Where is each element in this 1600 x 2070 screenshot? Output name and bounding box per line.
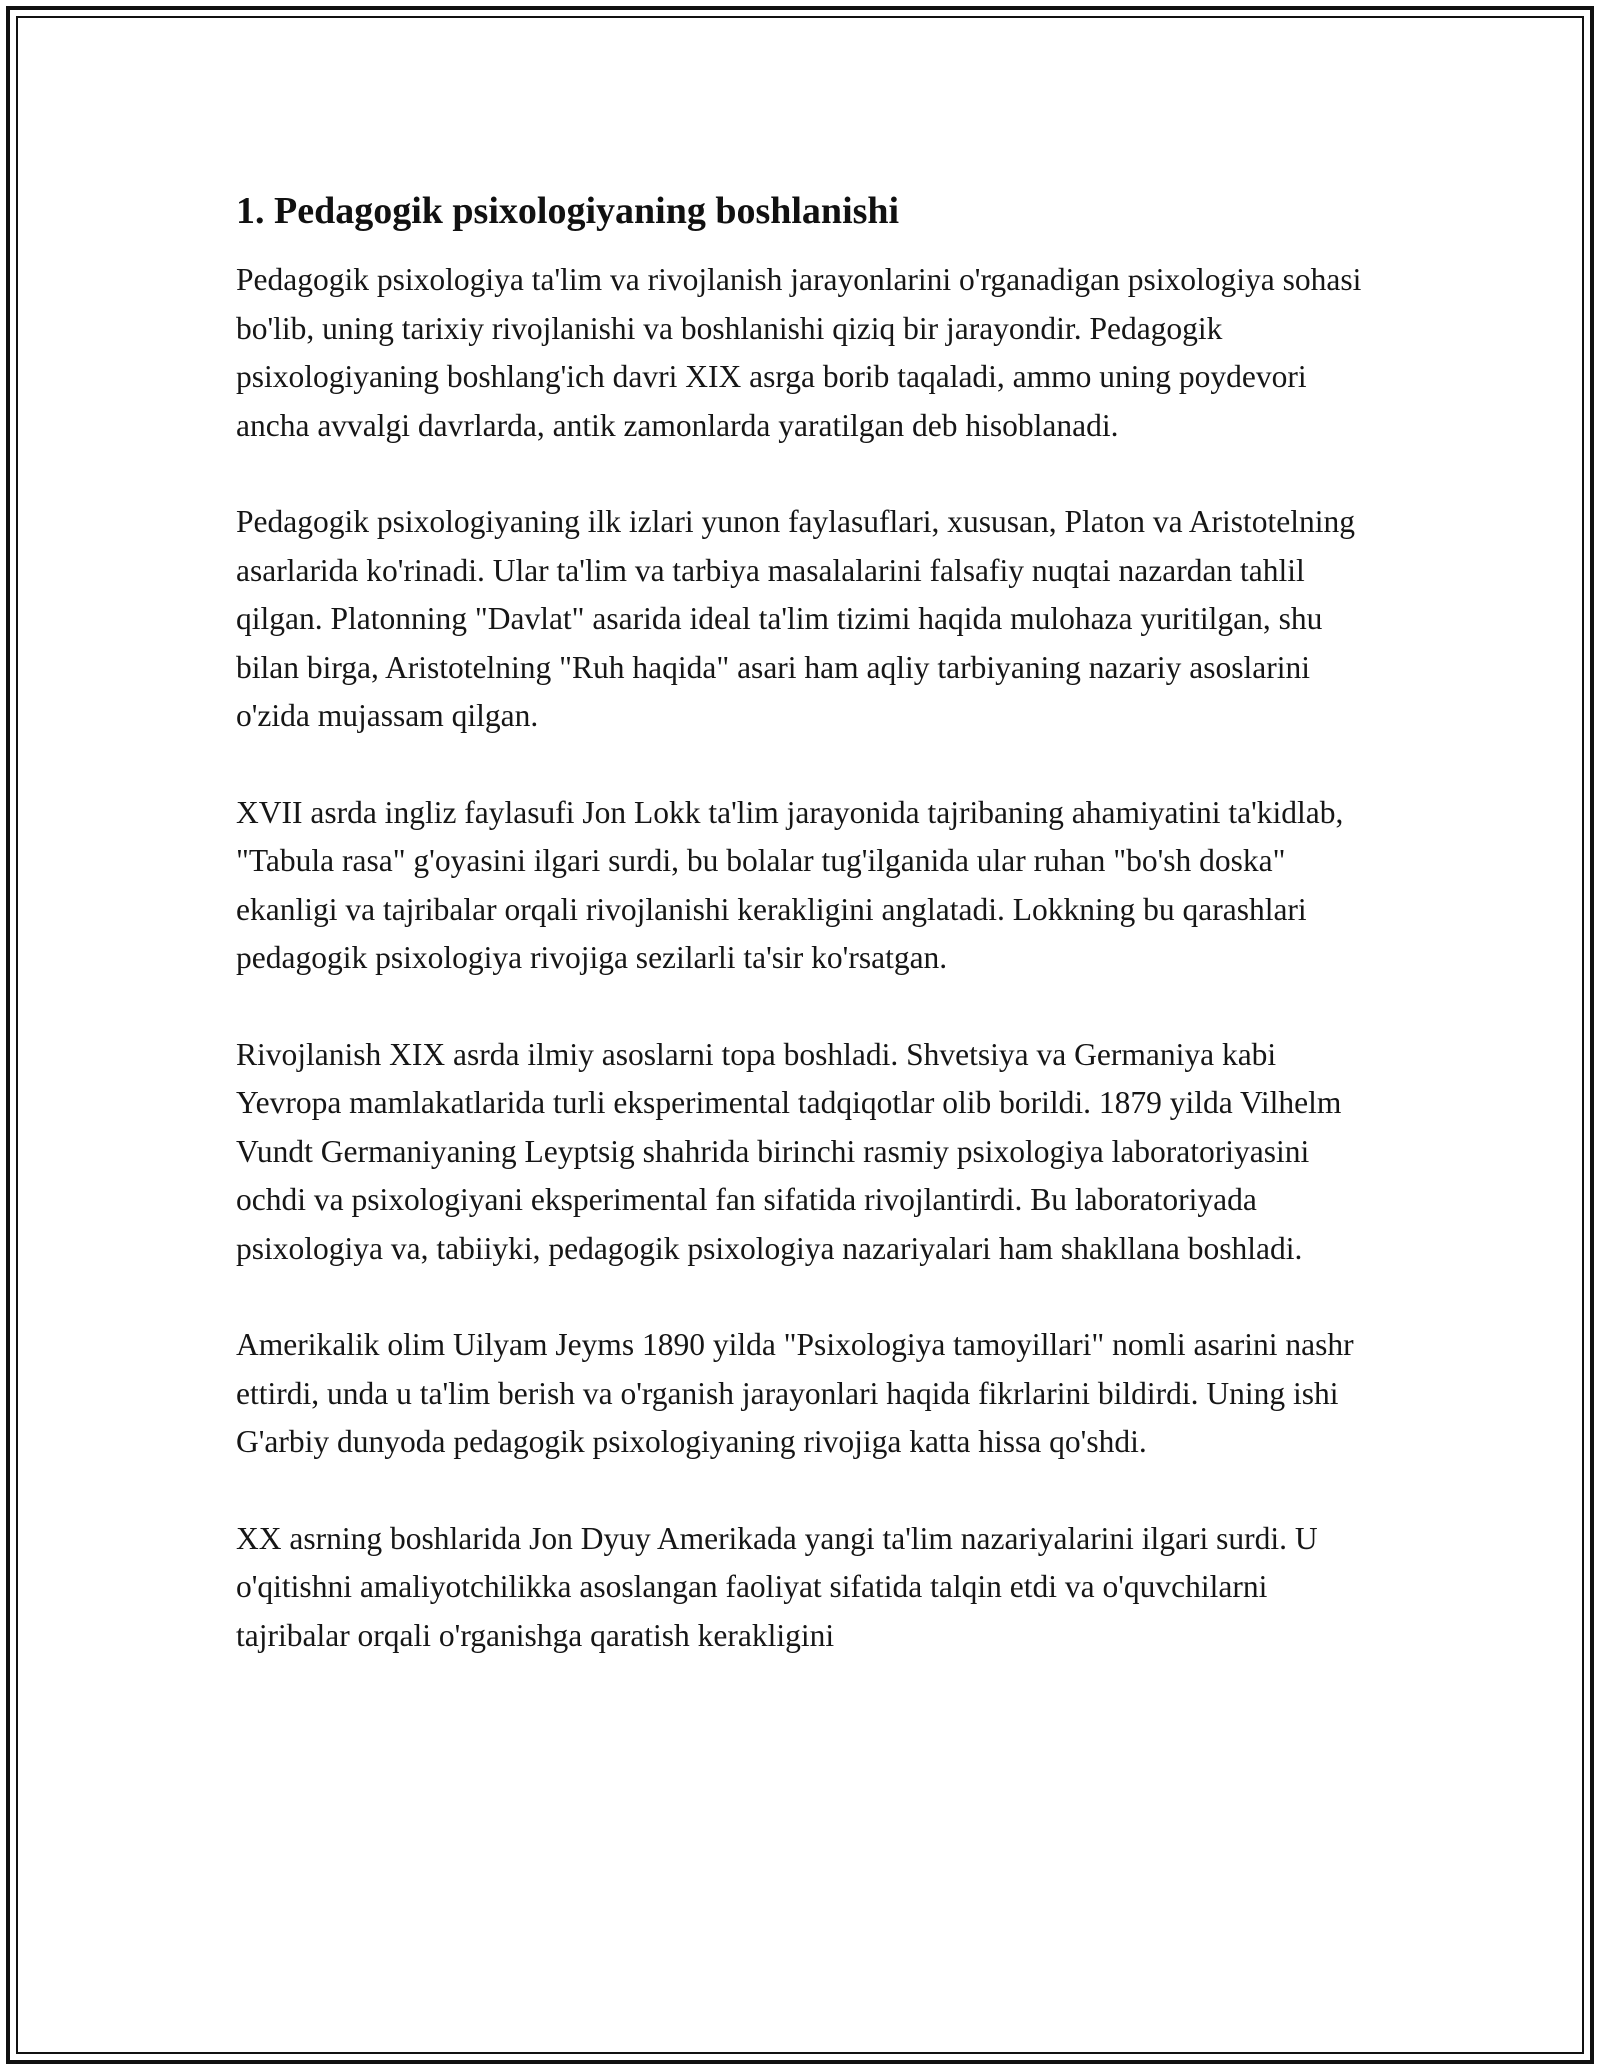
paragraph-3: XVII asrda ingliz faylasufi Jon Lokk ta'lim jarayonida tajribaning ahamiyatini ta'kidlab, "Tabula rasa" g'oyasini ilgari surdi, bu bolalar tug'ilganida ular ruhan "bo'sh doska" ekanligi va tajribalar orqali rivojlanishi kerakligini anglatadi. Lokkning bu qarashlari pedagogik psixologiya rivojiga sezilarli ta'sir ko'rsatgan. xyxy=(236,794,1344,975)
paragraph-1: Pedagogik psixologiya ta'lim va rivojlanish jarayonlarini o'rganadigan psixologiya sohasi bo'lib, uning tarixiy rivojlanishi va boshlanishi qiziq bir jarayondir. Pedagogik psixologiyaning boshlang'ich davri XIX asrga borib taqaladi, ammo uning poydevori ancha avvalgi davrlarda, antik zamonlarda yaratilgan deb hisoblanadi. xyxy=(236,262,1362,443)
paragraph-5: Amerikalik olim Uilyam Jeyms 1890 yilda "Psixologiya tamoyillari" nomli asarini nashr ettirdi, unda u ta'lim berish va o'rganish jarayonlari haqida fikrlarini bildirdi. Uning ishi G'arbiy dunyoda pedagogik psixologiyaning rivojiga katta hissa qo'shdi. xyxy=(236,1327,1354,1459)
document-body xyxy=(236,186,1376,1660)
paragraph-4: Rivojlanish XIX asrda ilmiy asoslarni topa boshladi. Shvetsiya va Germaniya kabi Yevropa mamlakatlarida turli eksperimental tadqiqotlar olib borildi. 1879 yilda Vilhelm Vundt Germaniyaning Leyptsig shahrida birinchi rasmiy psixologiya laboratoriyasini ochdi va psixologiyani eksperimental fan sifatida rivojlantirdi. Bu laboratoriyada psixologiya va, tabiiyki, pedagogik psixologiya nazariyalari ham shakllana boshladi. xyxy=(236,1036,1342,1266)
paragraph-6: XX asrning boshlarida Jon Dyuy Amerikada yangi ta'lim nazariyalarini ilgari surdi. U o'qitishni amaliyotchilikka asoslangan faoliyat sifatida talqin etdi va o'quvchilarni tajribalar orqali o'rganishga qaratish kerakligini xyxy=(236,1520,1318,1653)
section-heading: 1. Pedagogik psixologiyaning boshlanishi xyxy=(236,190,900,232)
paragraph-2: Pedagogik psixologiyaning ilk izlari yunon faylasuflari, xususan, Platon va Aristotelning asarlarida ko'rinadi. Ular ta'lim va tarbiya masalalarini falsafiy nuqtai nazardan tahlil qilgan. Platonning "Davlat" asarida ideal ta'lim tizimi haqida mulohaza yuritilgan, shu bilan birga, Aristotelning "Ruh haqida" asari ham aqliy tarbiyaning nazariy asoslarini o'zida mujassam qilgan. xyxy=(236,504,1355,733)
